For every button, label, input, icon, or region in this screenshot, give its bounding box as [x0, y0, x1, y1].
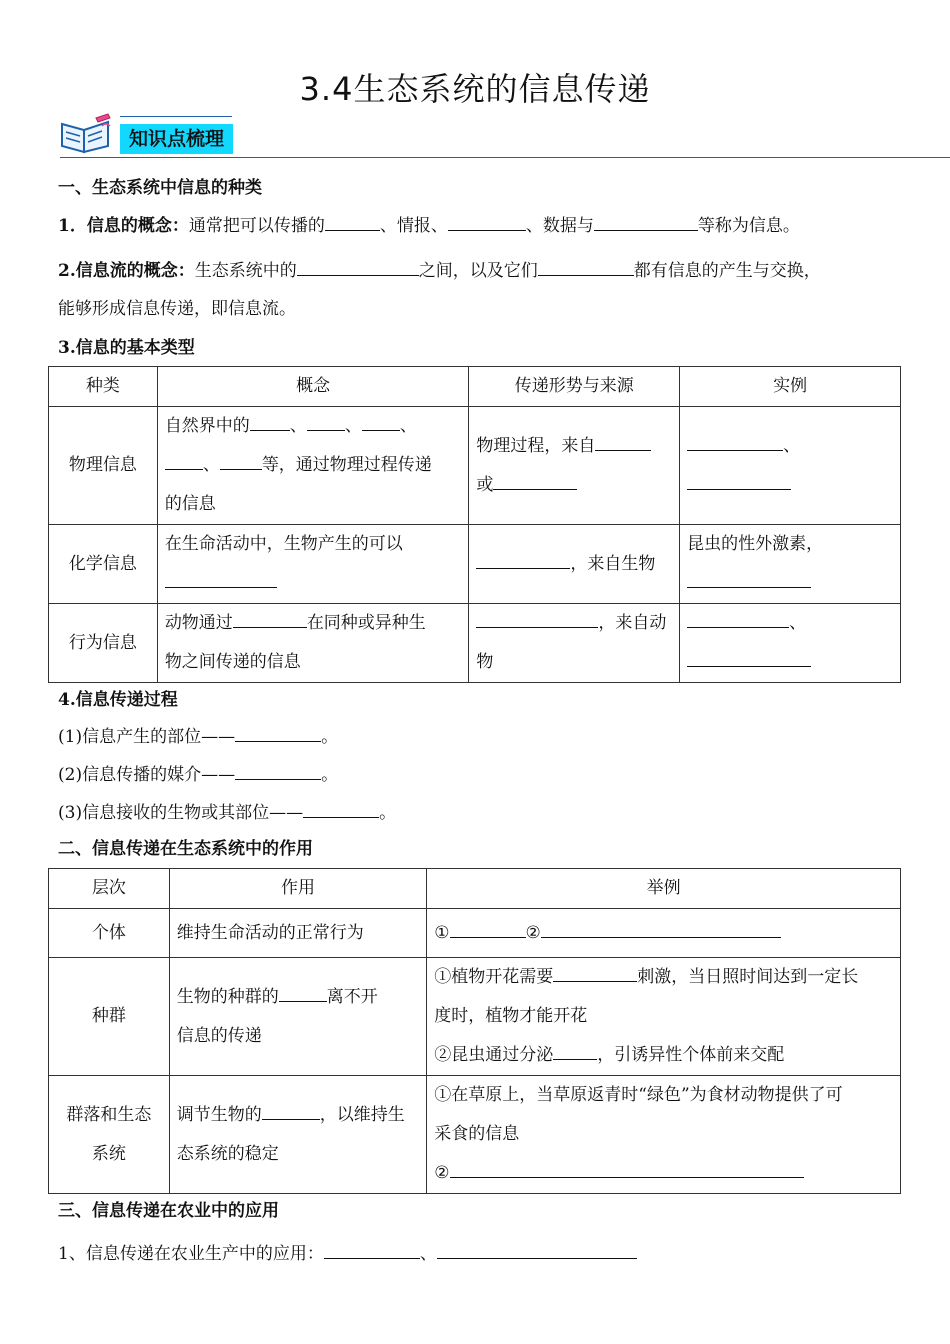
- role-cell: 生物的种群的 离不开 信息的传递: [169, 958, 427, 1076]
- example-cell: 、: [680, 604, 901, 683]
- item-3-heading: 3.信息的基本类型: [58, 338, 195, 358]
- table-header: 传递形势与来源: [469, 367, 680, 407]
- blank[interactable]: [687, 434, 783, 451]
- table-header: 举例: [427, 869, 901, 909]
- level-cell: 个体: [49, 909, 170, 958]
- blank[interactable]: [279, 985, 327, 1002]
- example-cell: ① ②: [427, 909, 901, 958]
- blank[interactable]: [450, 921, 526, 938]
- blank[interactable]: [476, 552, 570, 569]
- source-cell: ，来自动 物: [469, 604, 680, 683]
- level-cell: 种群: [49, 958, 170, 1076]
- blank[interactable]: [165, 453, 203, 470]
- blank[interactable]: [235, 763, 321, 780]
- page-title: 3.4生态系统的信息传递: [299, 70, 651, 108]
- blank[interactable]: [262, 1103, 320, 1120]
- blank[interactable]: [362, 414, 400, 431]
- process-line-3: (3)信息接收的生物或其部位—— 。: [58, 803, 397, 823]
- info-types-table: [48, 366, 901, 683]
- blank[interactable]: [687, 611, 789, 628]
- blank[interactable]: [437, 1242, 637, 1259]
- source-cell: ，来自生物: [469, 525, 680, 604]
- blank[interactable]: [250, 414, 290, 431]
- blank[interactable]: [595, 434, 651, 451]
- table-row: [49, 407, 901, 525]
- concept-cell: 自然界中的 、 、 、 、 等，通过物理过程传递 的信息: [157, 407, 469, 525]
- blank[interactable]: [450, 1161, 804, 1178]
- source-cell: 物理过程，来自 或: [469, 407, 680, 525]
- blank[interactable]: [538, 259, 634, 276]
- blank[interactable]: [324, 1242, 420, 1259]
- blank[interactable]: [325, 214, 380, 231]
- table-row: [49, 604, 901, 683]
- table-row: [49, 1076, 901, 1194]
- table-header-row: [49, 869, 901, 909]
- table-row: [49, 909, 901, 958]
- banner-label: 知识点梳理: [120, 124, 233, 154]
- agri-line-1: 1、信息传递在农业生产中的应用： 、: [58, 1239, 637, 1264]
- kind-cell: 物理信息: [49, 407, 158, 525]
- role-cell: 维持生命活动的正常行为: [169, 909, 427, 958]
- example-cell: ①在草原上，当草原返青时“绿色”为食材动物提供了可 采食的信息 ②: [427, 1076, 901, 1194]
- concept-cell: 动物通过 在同种或异种生 物之间传递的信息: [157, 604, 469, 683]
- table-header: 层次: [49, 869, 170, 909]
- concept-line-1: 1．信息的概念：通常把可以传播的 、情报、 、数据与 等称为信息。: [58, 216, 800, 236]
- section-2-heading: 二、信息传递在生态系统中的作用: [58, 839, 313, 859]
- roles-table: [48, 868, 901, 1194]
- item-2-label: 2.信息流的概念：: [58, 261, 195, 281]
- table-header-row: [49, 367, 901, 407]
- example-cell: ①植物开花需要 刺激，当日照时间达到一定长 度时，植物才能开花 ②昆虫通过分泌 ，引诱异性个体前来交配: [427, 958, 901, 1076]
- blank[interactable]: [687, 571, 811, 588]
- item-1-number: 1．: [58, 216, 87, 236]
- role-cell: 调节生物的 ，以维持生 态系统的稳定: [169, 1076, 427, 1194]
- example-cell: 、: [680, 407, 901, 525]
- blank[interactable]: [541, 921, 781, 938]
- section-1-heading: 一、生态系统中信息的种类: [58, 178, 262, 198]
- banner-top-rule: [120, 116, 232, 117]
- table-row: [49, 525, 901, 604]
- table-header: 作用: [169, 869, 427, 909]
- concept-line-2-cont: 能够形成信息传递，即信息流。: [58, 299, 296, 319]
- blank[interactable]: [233, 611, 307, 628]
- item-4-heading: 4.信息传递过程: [58, 690, 178, 710]
- blank[interactable]: [165, 571, 277, 588]
- blank[interactable]: [297, 259, 419, 276]
- concept-cell: 在生命活动中，生物产生的可以: [157, 525, 469, 604]
- process-line-2: (2)信息传播的媒介—— 。: [58, 765, 339, 785]
- blank[interactable]: [235, 725, 321, 742]
- blank[interactable]: [493, 473, 577, 490]
- blank[interactable]: [553, 1043, 597, 1060]
- blank[interactable]: [687, 650, 811, 667]
- process-line-1: (1)信息产生的部位—— 。: [58, 727, 339, 747]
- table-header: 种类: [49, 367, 158, 407]
- item-1-label: 信息的概念：: [86, 216, 189, 236]
- concept-line-2: 2.信息流的概念：生态系统中的 之间，以及它们 都有信息的产生与交换，: [58, 261, 821, 281]
- section-3-heading: 三、信息传递在农业中的应用: [58, 1201, 279, 1221]
- blank[interactable]: [303, 801, 379, 818]
- blank[interactable]: [553, 965, 637, 982]
- blank[interactable]: [220, 453, 262, 470]
- kind-cell: 行为信息: [49, 604, 158, 683]
- blank[interactable]: [476, 611, 598, 628]
- table-row: [49, 958, 901, 1076]
- book-icon: [58, 112, 114, 156]
- blank[interactable]: [448, 214, 526, 231]
- table-header: 概念: [157, 367, 469, 407]
- level-cell: 群落和生态 系统: [49, 1076, 170, 1194]
- example-cell: 昆虫的性外激素，: [680, 525, 901, 604]
- blank[interactable]: [307, 414, 345, 431]
- kind-cell: 化学信息: [49, 525, 158, 604]
- table-header: 实例: [680, 367, 901, 407]
- banner-rule: [60, 157, 950, 158]
- blank[interactable]: [687, 473, 791, 490]
- blank[interactable]: [594, 214, 698, 231]
